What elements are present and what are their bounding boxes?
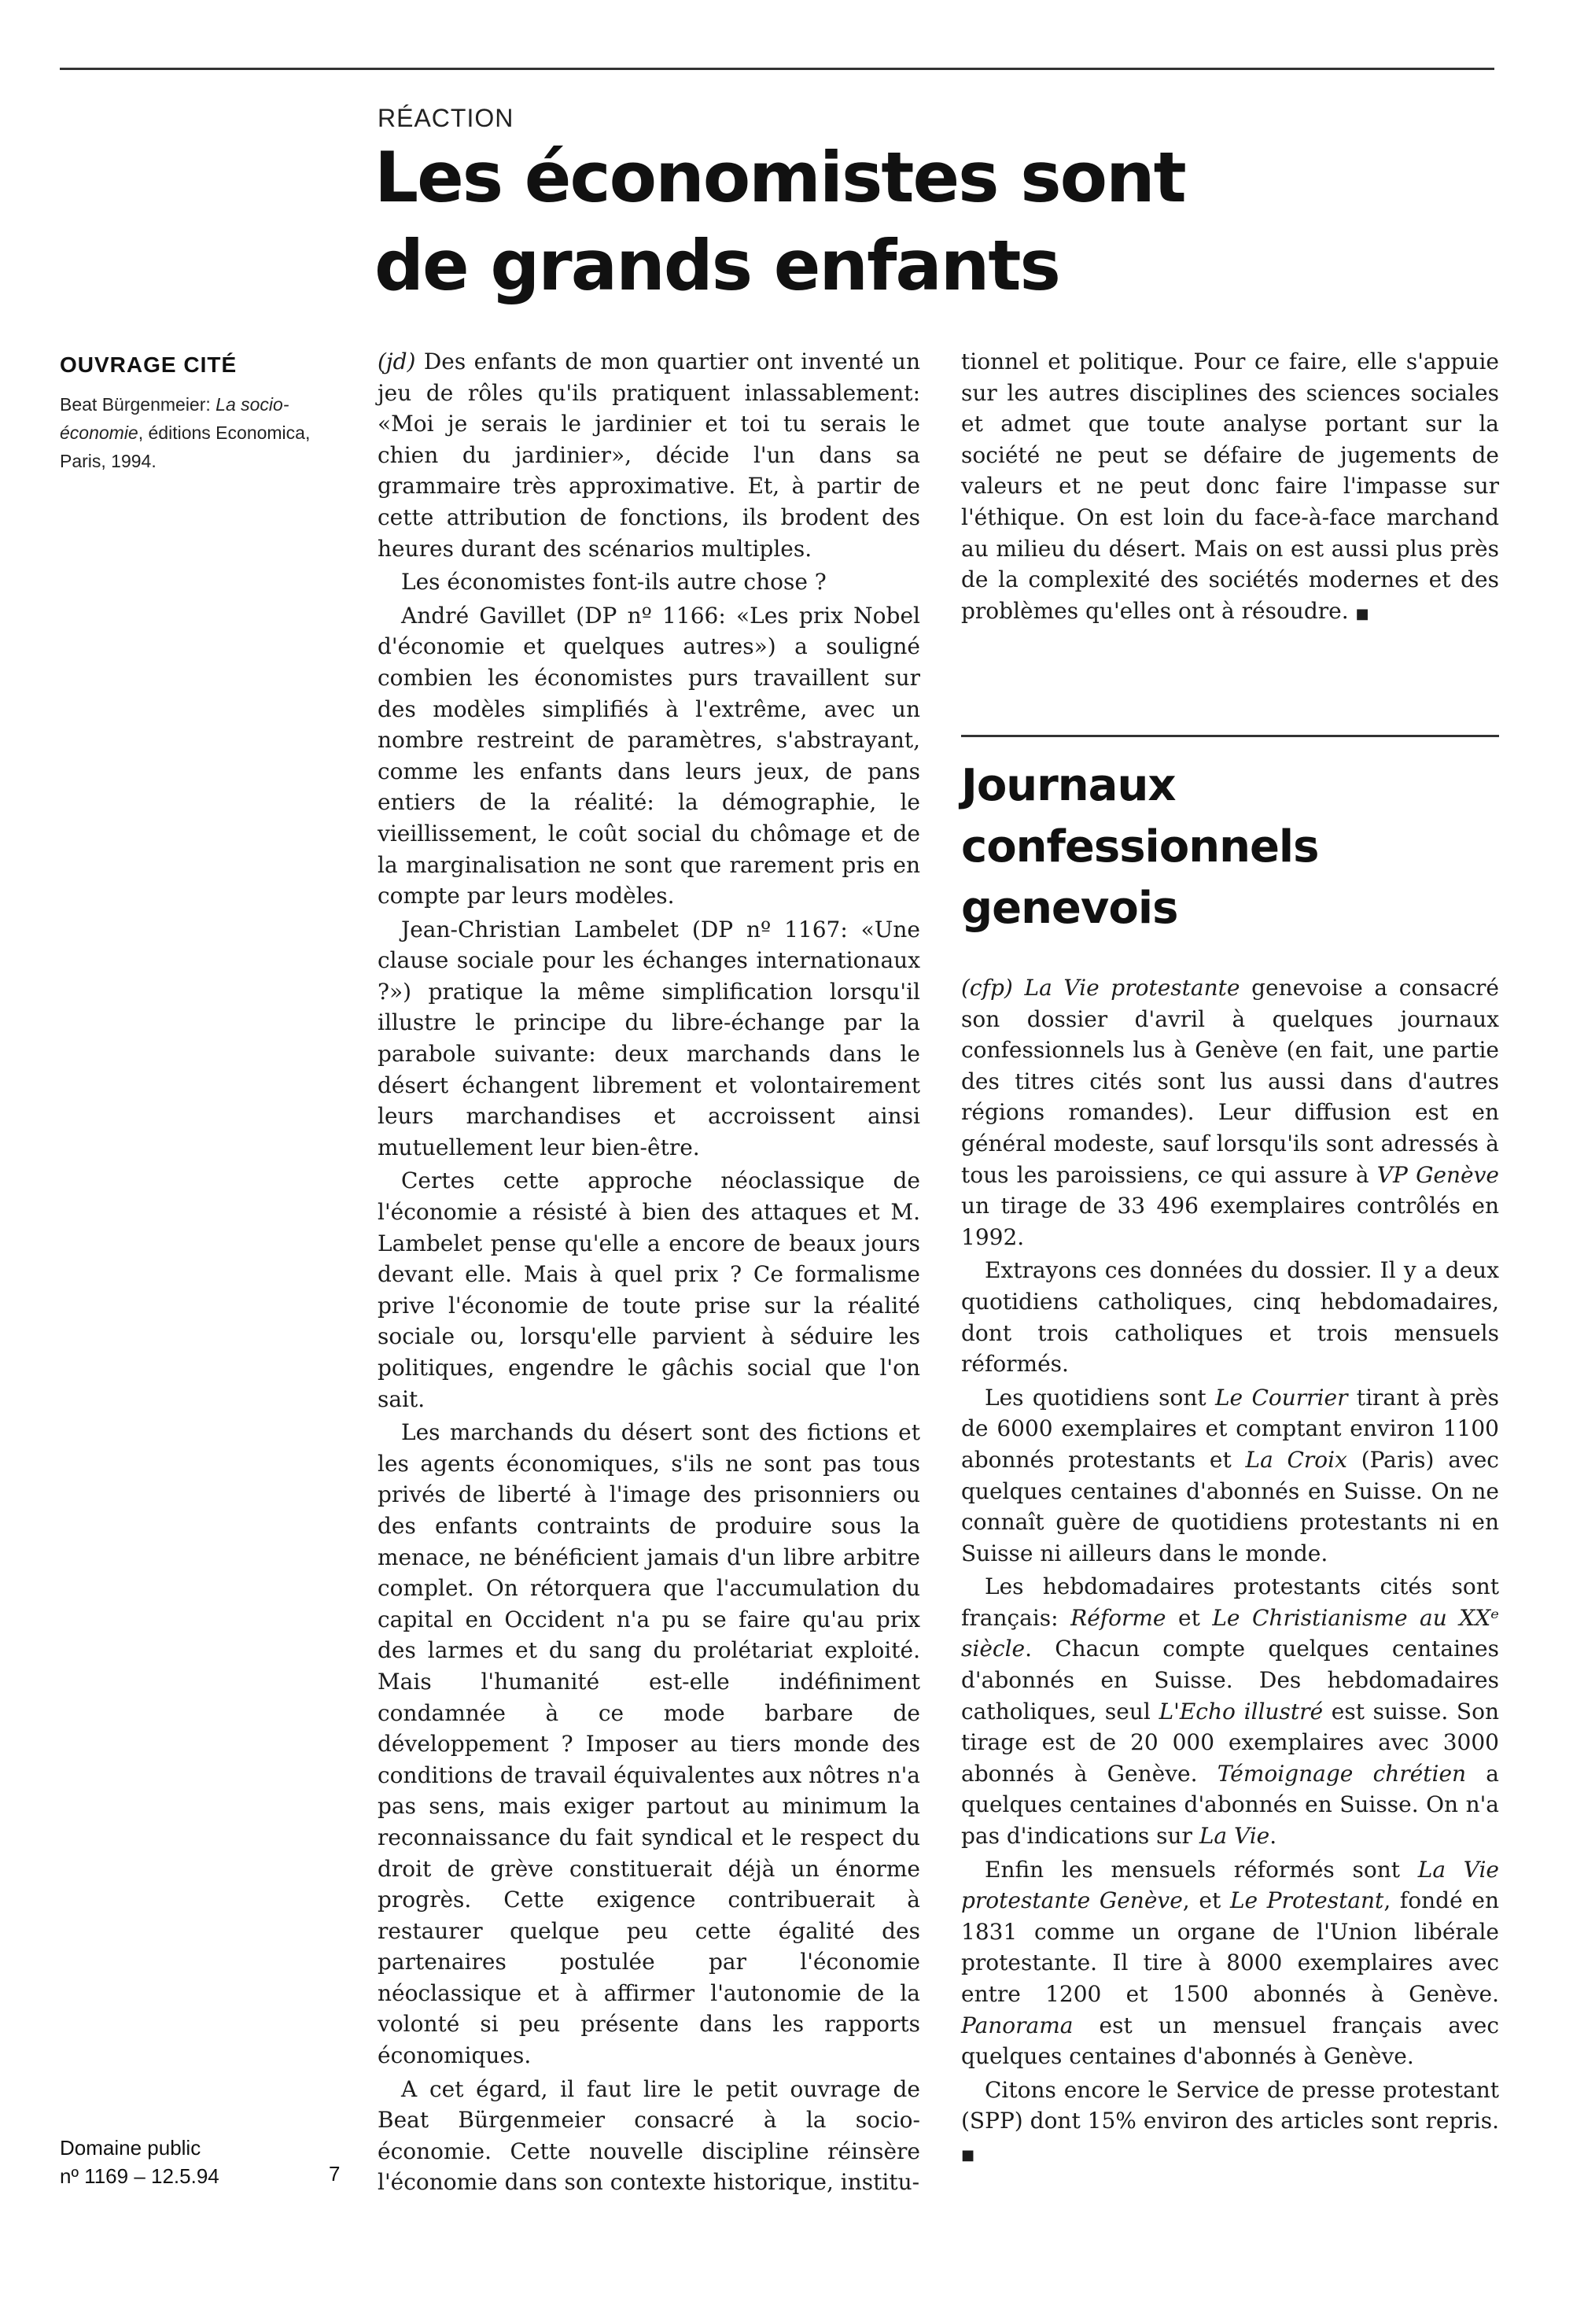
page-number: 7 <box>329 2162 341 2186</box>
headline-line-2: de grands enfants <box>374 225 1059 306</box>
ref-details: , éditions Economica, Paris, 1994. <box>60 422 311 471</box>
article1-intro-tag: (jd) <box>378 349 416 374</box>
article1-paragraph: André Gavillet (DP nº 1166: «Les prix Nobel d'économie et quelques autres») a souligné combien les économistes purs travaillent sur des modèles simplifiés à l'extrême, avec un nombre restreint de paramètres, s'abstrayant, comme les enfants dans leurs jeux, de pans entiers de la réalité: la démographie, le vieillissement, le coût social du chômage et de la marginalisation ne sont que rarement pris en compte par leurs modèles. <box>378 602 920 909</box>
ref-title: La socio-économie <box>60 394 289 443</box>
article2-paragraph: (cfp) La Vie protestante genevoise a consacré son dossier d'avril à quelques journaux confessionnels lus à Genève (en fait, une partie des titres cités sont lus aussi dans d'autres régions romandes). Leur diffusion est en général modeste, sauf lorsqu'ils sont adressés à tous les paroissiens, ce qui assure à VP Genève un tirage de 33 496 exemplaires contrôlés en 1992. <box>961 975 1499 1250</box>
article1-paragraph: Certes cette approche néoclassique de l'économie a résisté à bien des attaques et M. Lambelet pense qu'elle a encore de beaux jours devant elle. Mais à quel prix ? Ce formalisme prive l'économie de toute prise sur la réalité sociale ou, lorsqu'elle parvient à séduire les politiques, engendre le gâchis social que l'on sait. <box>378 1168 920 1412</box>
article-headline <box>374 134 1318 310</box>
ref-author: Beat Bürgenmeier: <box>60 394 211 415</box>
article1-paragraph: Les économistes font-ils autre chose ? <box>401 569 827 596</box>
section-divider <box>961 735 1499 737</box>
article1-column-left <box>378 346 920 2200</box>
publication-footer <box>60 2134 219 2190</box>
article1-paragraph: (jd) Des enfants de mon quartier ont inventé un jeu de rôles qu'ils pratiquent inlassablement: «Moi je serais le jardinier et toi tu serais le chien du jardinier», décide l'un dans sa grammaire très approximative. Et, à partir de cette attribution de fonctions, ils brodent des heures durant des scénarios multiples. <box>378 349 920 562</box>
section-kicker: RÉACTION <box>378 104 514 132</box>
top-rule <box>60 68 1494 70</box>
article1-paragraph: A cet égard, il faut lire le petit ouvrage de Beat Bürgenmeier consacré à la socio-économie. Cette nouvelle discipline réinsère l'économie dans son contexte historique, institu- <box>378 2075 920 2196</box>
article2-paragraph: Extrayons ces données du dossier. Il y a deux quotidiens catholiques, cinq hebdomadaires, dont trois catholiques et trois mensuels réformés. <box>961 1257 1499 1378</box>
article2-intro-tag: (cfp) <box>961 975 1013 1001</box>
article2-headline: Journaux confessionnels genevois <box>961 760 1319 934</box>
sidebar-reference <box>60 390 327 475</box>
article2-body <box>961 972 1499 2174</box>
article2-paragraph: Les hebdomadaires protestants cités sont français: Réforme et Le Christianisme au XXᵉ siècle. Chacun compte quelques centaines d'abonnés en Suisse. Des hebdomadaires catholiques, seul L'Echo illustré est suisse. Son tirage est de 20 000 exemplaires avec 3000 abonnés à Genève. Témoignage chrétien a quelques centaines d'abonnés en Suisse. On n'a pas d'indications sur La Vie. <box>961 1573 1499 1850</box>
end-mark-icon: ■ <box>1355 605 1369 622</box>
article2-paragraph: Citons encore le Service de presse protestant (SPP) dont 15% environ des articles sont repris. ■ <box>961 2076 1499 2164</box>
issue-info: nº 1169 – 12.5.94 <box>60 2164 219 2188</box>
publication-name: Domaine public <box>60 2136 201 2160</box>
article2-paragraph: Enfin les mensuels réformés sont La Vie protestante Genève, et Le Protestant, fondé en 1831 comme un organe de l'Union libérale protestante. Il tire à 8000 exemplaires avec entre 1200 et 1500 abonnés à Genève. Panorama est un mensuel français avec quelques centaines d'abonnés à Genève. <box>961 1856 1500 2070</box>
article1-paragraph: Jean-Christian Lambelet (DP nº 1167: «Une clause sociale pour les échanges internationaux ?») pratique la même simplification lorsqu'il illustre le principe du libre-échange par la parabole suivante: deux marchands dans le désert échangent librement et volontairement leurs marchandises et accroissent ainsi mutuellement leur bien-être. <box>378 916 920 1160</box>
article1-continuation: tionnel et politique. Pour ce faire, elle s'appuie sur les autres disciplines des sciences sociales et admet que toute analyse portant sur la société ne peut se défaire de jugements de valeurs et ne peut donc faire l'impasse sur l'éthique. On est loin du face-à-face marchand au milieu du désert. Mais on est aussi plus près de la complexité des sociétés modernes et des problèmes qu'elles ont à résoudre. ■ <box>961 349 1499 624</box>
article1-column-right <box>961 346 1499 632</box>
end-mark-icon: ■ <box>961 2146 975 2164</box>
article1-paragraph: Les marchands du désert sont des fictions et les agents économiques, s'ils ne sont pas tous privés de liberté à l'image des prisonniers ou des enfants contraints de produire sous la menace, ne bénéficient jamais d'un libre arbitre complet. On rétorquera que l'accumulation du capital en Occident n'a pu se faire qu'au prix des larmes et du sang du prolétariat exploité. Mais l'humanité est-elle indéfiniment condamnée à ce mode barbare de développement ? Imposer au tiers monde des conditions de travail équivalentes aux nôtres n'a pas sens, mais exiger partout au minimum la reconnaissance du fait syndical et le respect du droit de grève constituerait déjà un énorme progrès. Cette exigence contribuerait à restaurer quelque peu cette égalité des partenaires postulée par l'économie néoclassique et à affirmer l'autonomie de la volonté si peu présente dans les rapports économiques. <box>378 1419 920 2069</box>
headline-line-1: Les économistes sont <box>374 137 1185 218</box>
article2-paragraph: Les quotidiens sont Le Courrier tirant à près de 6000 exemplaires et comptant environ 1100 abonnés protestants et La Croix (Paris) avec quelques centaines d'abonnés en Suisse. On ne connaît guère de quotidiens protestants ni en Suisse ni ailleurs dans le monde. <box>961 1384 1500 1566</box>
sidebar-title: OUVRAGE CITÉ <box>60 352 238 377</box>
